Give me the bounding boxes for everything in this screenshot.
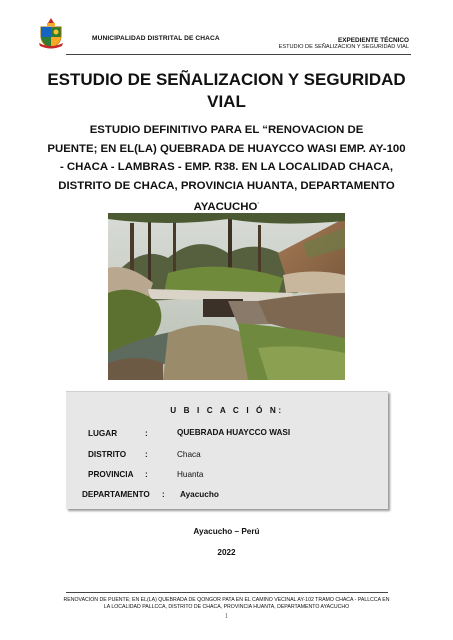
colon-provincia: : <box>145 470 148 479</box>
footer-text <box>56 597 397 611</box>
location-heading: U B I C A C I Ó N: <box>170 406 284 415</box>
label-provincia: PROVINCIA <box>88 470 134 479</box>
project-subtitle <box>40 121 413 216</box>
main-title <box>40 69 413 113</box>
value-provincia: Huanta <box>177 470 204 479</box>
place-line: Ayacucho – Perú <box>193 527 260 536</box>
header-divider <box>66 54 411 55</box>
subtitle-line-4: DISTRITO DE CHACA, PROVINCIA HUANTA, DEPARTAMENTO <box>58 179 395 192</box>
bridge-site-photo <box>108 213 345 380</box>
closing-quote-mark: ” <box>257 201 260 206</box>
subtitle-line-5-text: AYACUCHO <box>193 200 258 213</box>
main-title-line-1: ESTUDIO DE SEÑALIZACION Y SEGURIDAD <box>47 70 406 89</box>
footer-line-2: LA LOCALIDAD PALLCCA, DISTRITO DE CHACA, PROVINCIA HUANTA, DEPARTAMENTO AYACUCHO <box>103 604 350 610</box>
value-departamento: Ayacucho <box>180 490 219 499</box>
page-number: 1 <box>224 612 229 620</box>
label-distrito: DISTRITO <box>88 450 127 459</box>
subtitle-line-3: - CHACA - LAMBRAS - EMP. R38. EN LA LOCALIDAD CHACA, <box>59 161 394 173</box>
municipality-name: MUNICIPALIDAD DISTRITAL DE CHACA <box>92 35 220 42</box>
document-type: EXPEDIENTE TÉCNICO <box>337 37 409 44</box>
year-line: 2022 <box>217 548 236 557</box>
value-lugar: QUEBRADA HUAYCCO WASI <box>177 428 291 437</box>
document-subject: ESTUDIO DE SEÑALIZACION Y SEGURIDAD VIAL <box>278 44 409 50</box>
colon-lugar: : <box>145 429 148 438</box>
municipal-crest-icon <box>38 17 64 49</box>
label-lugar: LUGAR <box>88 429 118 438</box>
colon-distrito: : <box>145 450 148 459</box>
location-box <box>66 391 388 509</box>
main-title-line-2: VIAL <box>207 92 246 111</box>
colon-departamento: : <box>162 490 165 499</box>
label-departamento: DEPARTAMENTO <box>82 490 150 499</box>
subtitle-line-1: ESTUDIO DEFINITIVO PARA EL “RENOVACION DE <box>89 124 364 136</box>
footer-line-1: RENOVACION DE PUENTE; EN EL(LA) QUEBRADA DE QONGOR PATA EN EL CAMINO VECINAL AY-102 TRAMO CHACA - PALLCCA EN <box>63 597 390 603</box>
subtitle-line-2: PUENTE; EN EL(LA) QUEBRADA DE HUAYCCO WASI EMP. AY-100 <box>47 142 406 155</box>
footer-divider <box>66 592 388 593</box>
value-distrito: Chaca <box>177 450 201 459</box>
